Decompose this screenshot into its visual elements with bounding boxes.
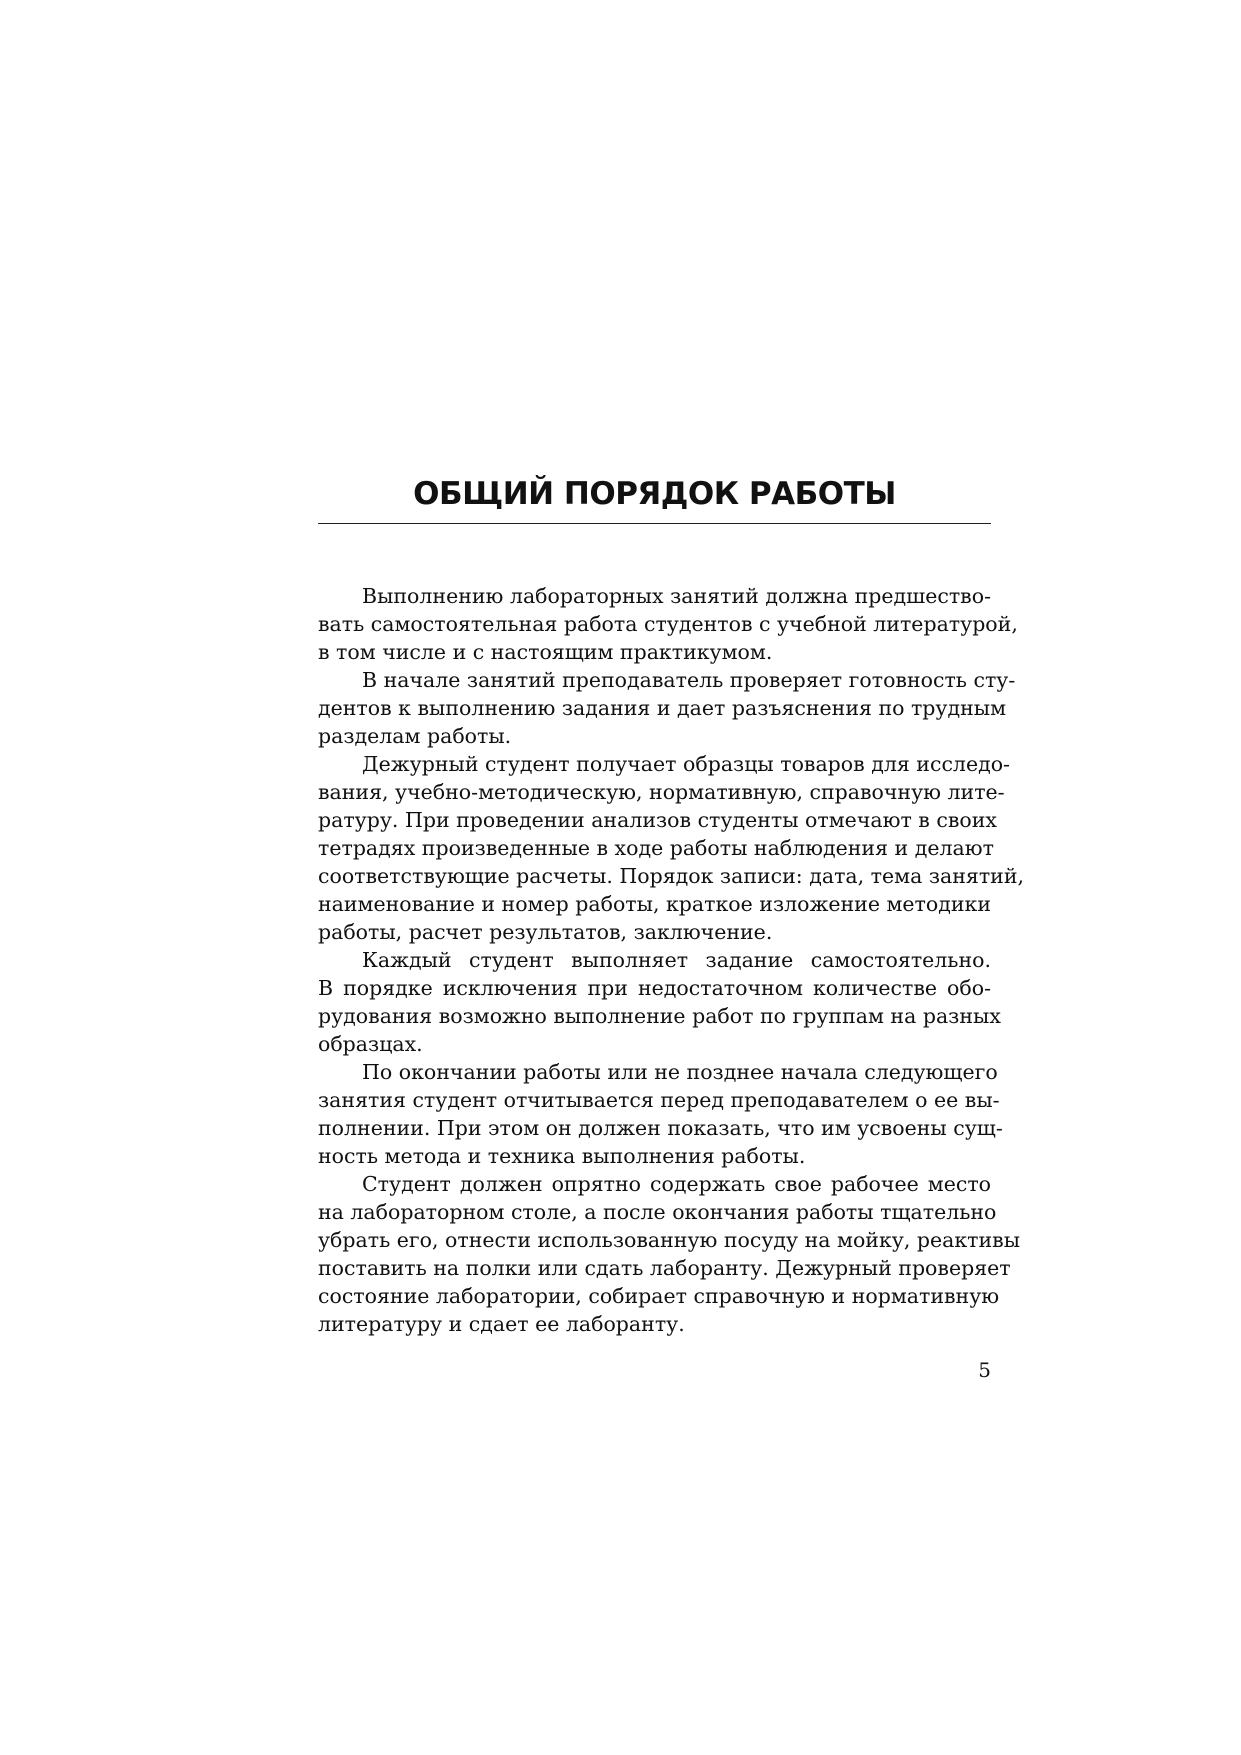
- text-line: дентов к выполнению задания и дает разъяснения по трудным: [318, 696, 1007, 720]
- text-line: занятия студент отчитывается перед преподавателем о ее вы-: [318, 1088, 1000, 1112]
- text-line: Каждый студент выполняет задание самостоятельно.: [362, 948, 991, 972]
- heading-underline: [318, 523, 991, 524]
- text-line: В порядке исключения при недостаточном количестве обо-: [318, 976, 991, 1000]
- text-line: ратуру. При проведении анализов студенты отмечают в своих: [318, 808, 997, 832]
- text-line: убрать его, отнести использованную посуду на мойку, реактивы: [318, 1228, 1021, 1252]
- text-line: работы, расчет результатов, заключение.: [318, 920, 773, 944]
- text-line: Выполнению лабораторных занятий должна предшество-: [362, 584, 991, 608]
- text-line: литературу и сдает ее лаборанту.: [318, 1312, 685, 1336]
- text-line: образцах.: [318, 1032, 423, 1056]
- text-line: ность метода и техника выполнения работы.: [318, 1144, 806, 1168]
- text-line: Дежурный студент получает образцы товаров для исследо-: [362, 752, 1010, 776]
- text-line: По окончании работы или не позднее начала следующего: [362, 1060, 998, 1084]
- text-line: вания, учебно-методическую, нормативную, справочную лите-: [318, 780, 1005, 804]
- text-line: в том числе и с настоящим практикумом.: [318, 640, 773, 664]
- text-line: полнении. При этом он должен показать, что им усвоены сущ-: [318, 1116, 1003, 1140]
- text-line: состояние лаборатории, собирает справочную и нормативную: [318, 1284, 1000, 1308]
- text-line: соответствующие расчеты. Порядок записи: дата, тема занятий,: [318, 864, 1025, 888]
- text-line: наименование и номер работы, краткое изложение методики: [318, 892, 991, 916]
- text-line: В начале занятий преподаватель проверяет готовность сту-: [362, 668, 1016, 692]
- page-number: 5: [978, 1358, 991, 1382]
- text-line: на лабораторном столе, а после окончания работы тщательно: [318, 1200, 997, 1224]
- text-line: Студент должен опрятно содержать свое рабочее место: [362, 1172, 991, 1196]
- text-line: вать самостоятельная работа студентов с учебной литературой,: [318, 612, 1018, 636]
- section-heading: ОБЩИЙ ПОРЯДОК РАБОТЫ: [413, 476, 896, 512]
- body-text: [318, 582, 1025, 1338]
- text-line: разделам работы.: [318, 724, 512, 748]
- text-line: рудования возможно выполнение работ по группам на разных: [318, 1004, 1001, 1028]
- text-line: поставить на полки или сдать лаборанту. Дежурный проверяет: [318, 1256, 1011, 1280]
- text-line: тетрадях произведенные в ходе работы наблюдения и делают: [318, 836, 994, 860]
